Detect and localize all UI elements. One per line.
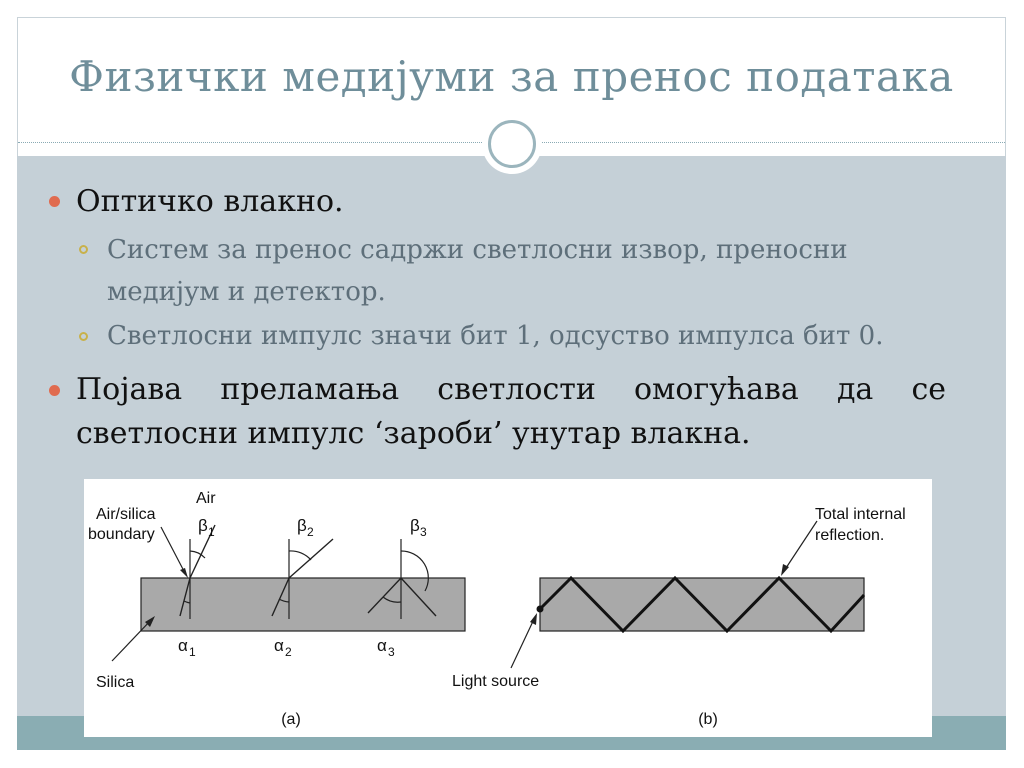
fiber-refraction-figure: [84, 479, 932, 737]
boundary-leader-arrowhead: [180, 568, 188, 578]
boundary-label-line-1: Air/silica: [96, 506, 156, 523]
alpha-1-symbol: α: [178, 636, 188, 655]
sub-bullet-ring-1: [79, 245, 88, 254]
silica-leader: [112, 619, 152, 661]
light-source-label: Light source: [452, 673, 540, 690]
alpha-1-subscript: 1: [189, 645, 196, 659]
beta-2-arc: [289, 551, 311, 560]
bullet-1-text: Оптичко влакно.: [76, 184, 344, 219]
bullet-2-line-1: Појава преламања светлости омогућава да се: [76, 372, 946, 407]
alpha-3-symbol: α: [377, 636, 387, 655]
bullet-dot-2: [49, 385, 60, 396]
air-label: Air: [196, 490, 216, 507]
tir-label-line-2: reflection.: [815, 527, 885, 544]
alpha-3-subscript: 3: [388, 645, 395, 659]
boundary-leader: [161, 527, 186, 575]
tir-label-line-1: Total internal: [815, 506, 906, 523]
ray-2-refracted: [289, 539, 333, 578]
sub-bullet-1-line-1: Систем за пренос садржи светлосни извор, преносни: [107, 235, 848, 265]
light-source-leader: [511, 617, 535, 668]
tir-leader: [784, 521, 817, 571]
sub-bullet-1-line-2: медијум и детектор.: [107, 277, 386, 307]
beta-1-subscript: 1: [208, 525, 215, 539]
beta-2-symbol: β: [297, 516, 307, 535]
panel-b-label: (b): [698, 711, 718, 728]
alpha-2-symbol: α: [274, 636, 284, 655]
sub-bullet-2-text: Светлосни импулс значи бит 1, одсуство импулса бит 0.: [107, 321, 884, 351]
light-source-dot: [537, 606, 544, 613]
beta-3-symbol: β: [410, 516, 420, 535]
silica-label: Silica: [96, 674, 135, 691]
sub-bullet-ring-2: [79, 332, 88, 341]
bullet-dot-1: [49, 196, 60, 207]
title-divider-left: [18, 142, 488, 143]
beta-3-subscript: 3: [420, 525, 427, 539]
beta-1-symbol: β: [198, 516, 208, 535]
bullet-2-line-2: светлосни импулс ‘зароби’ унутар влакна.: [76, 416, 751, 451]
title-divider-right: [540, 142, 1005, 143]
light-source-leader-arrowhead: [530, 613, 537, 625]
boundary-label-line-2: boundary: [88, 526, 155, 543]
slide-title: Физички медијуми за пренос података: [69, 52, 954, 101]
divider-ring-ornament: [482, 114, 542, 174]
beta-2-subscript: 2: [307, 525, 314, 539]
divider-ring-inner: [488, 120, 536, 168]
figure-svg: [84, 479, 932, 737]
alpha-2-subscript: 2: [285, 645, 292, 659]
panel-a-label: (a): [281, 711, 301, 728]
